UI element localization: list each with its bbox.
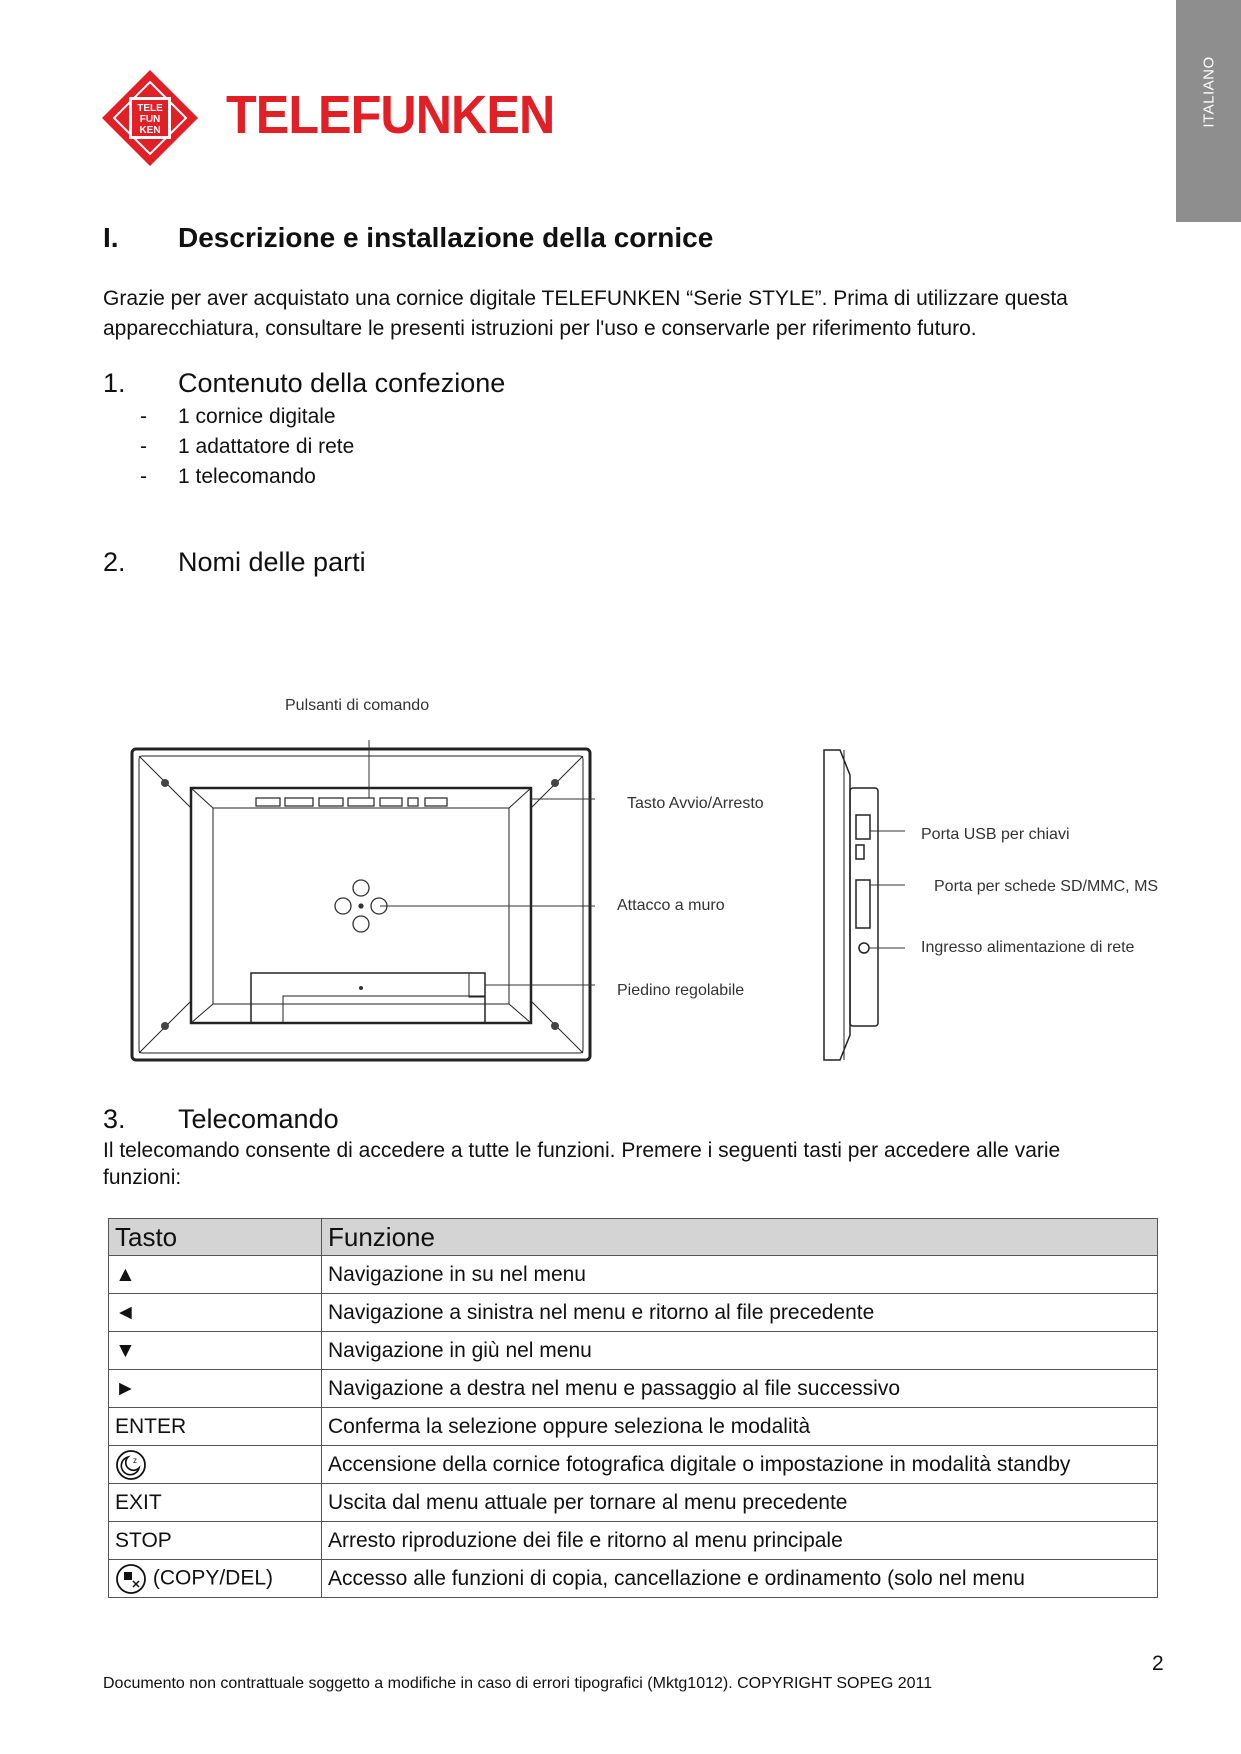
logo-emblem [100, 68, 200, 168]
contents-number: 1. [103, 368, 126, 398]
label-stand: Piedino regolabile [617, 982, 745, 999]
function-cell: Accensione della cornice fotografica digitale o impostazione in modalità standby [322, 1446, 1158, 1484]
label-usb-port: Porta USB per chiavi [921, 826, 1070, 843]
remote-title: Telecomando [178, 1104, 339, 1134]
parts-title: Nomi delle parti [178, 547, 366, 577]
key-exit: EXIT [109, 1484, 322, 1522]
list-bullet: - [140, 405, 147, 428]
svg-text:z: z [133, 1455, 137, 1465]
language-tab-label: ITALIANO [1200, 56, 1217, 128]
label-card-port: Porta per schede SD/MMC, MS [934, 878, 1159, 895]
logo-emblem-line-2: FUN [139, 114, 161, 125]
function-cell: Navigazione in su nel menu [322, 1256, 1158, 1294]
table-row [109, 1370, 1158, 1408]
table-row [109, 1446, 1158, 1484]
key-copy-del [109, 1560, 322, 1598]
logo-brand-text: TELEFUNKEN [226, 85, 555, 145]
key-enter: ENTER [109, 1408, 322, 1446]
key-up: ▲ [109, 1256, 322, 1294]
list-item: 1 adattatore di rete [178, 435, 355, 458]
table-row [109, 1560, 1158, 1598]
list-item: 1 cornice digitale [178, 405, 336, 428]
table-row [109, 1332, 1158, 1370]
frame-back-diagram [125, 740, 595, 1065]
logo-emblem-line-3: KEN [139, 125, 161, 136]
card-leader-line [885, 880, 905, 890]
table-header-function: Funzione [322, 1219, 1158, 1256]
label-power-input: Ingresso alimentazione di rete [921, 939, 1135, 956]
key-stop: STOP [109, 1522, 322, 1560]
remote-desc-line-2: funzioni: [103, 1166, 182, 1189]
contents-title: Contenuto della confezione [178, 368, 506, 398]
list-bullet: - [140, 465, 147, 488]
logo-emblem-line-1: TELE [137, 103, 163, 114]
frame-side-diagram [820, 745, 890, 1065]
copy-delete-label: (COPY/DEL) [152, 1566, 274, 1590]
function-cell: Navigazione a sinistra nel menu e ritorno al file precedente [322, 1294, 1158, 1332]
table-header-key: Tasto [109, 1219, 322, 1256]
table-row [109, 1294, 1158, 1332]
function-cell: Conferma la selezione oppure seleziona le modalità [322, 1408, 1158, 1446]
footer-text: Documento non contrattuale soggetto a modifiche in caso di errori tipografici (Mktg1012). COPYRIGHT SOPEG 2011 [103, 1675, 933, 1692]
list-item: 1 telecomando [178, 465, 316, 488]
label-control-buttons: Pulsanti di comando [285, 697, 430, 714]
page-number: 2 [1152, 1652, 1164, 1675]
standby-icon [115, 1449, 147, 1481]
table-row [109, 1256, 1158, 1294]
table-row [109, 1408, 1158, 1446]
remote-function-table [108, 1218, 1158, 1598]
function-cell: Accesso alle funzioni di copia, cancellazione e ordinamento (solo nel menu [322, 1560, 1158, 1598]
function-cell: Navigazione a destra nel menu e passaggio al file successivo [322, 1370, 1158, 1408]
copy-delete-icon [115, 1563, 147, 1595]
table-header-row [109, 1219, 1158, 1256]
key-standby [109, 1446, 322, 1484]
label-wall-mount: Attacco a muro [617, 897, 725, 914]
intro-line-1: Grazie per aver acquistato una cornice digitale TELEFUNKEN “Serie STYLE”. Prima di utilizzare questa [103, 287, 1068, 310]
power-leader-line [885, 943, 905, 953]
function-cell: Navigazione in giù nel menu [322, 1332, 1158, 1370]
function-cell: Arresto riproduzione dei file e ritorno al menu principale [322, 1522, 1158, 1560]
language-tab [1176, 0, 1241, 222]
label-power-key: Tasto Avvio/Arresto [627, 795, 764, 812]
table-row [109, 1484, 1158, 1522]
section-number: I. [103, 222, 119, 253]
table-row [109, 1522, 1158, 1560]
key-left: ◄ [109, 1294, 322, 1332]
key-right: ► [109, 1370, 322, 1408]
intro-line-2: apparecchiatura, consultare le presenti istruzioni per l'uso e conservarle per riferimento futuro. [103, 317, 977, 340]
function-cell: Uscita dal menu attuale per tornare al menu precedente [322, 1484, 1158, 1522]
section-title: Descrizione e installazione della cornice [178, 222, 714, 253]
parts-number: 2. [103, 547, 126, 577]
remote-desc-line-1: Il telecomando consente di accedere a tutte le funzioni. Premere i seguenti tasti per accedere alle varie [103, 1139, 1061, 1162]
remote-number: 3. [103, 1104, 126, 1134]
key-down: ▼ [109, 1332, 322, 1370]
usb-leader-line [885, 826, 905, 836]
list-bullet: - [140, 435, 147, 458]
